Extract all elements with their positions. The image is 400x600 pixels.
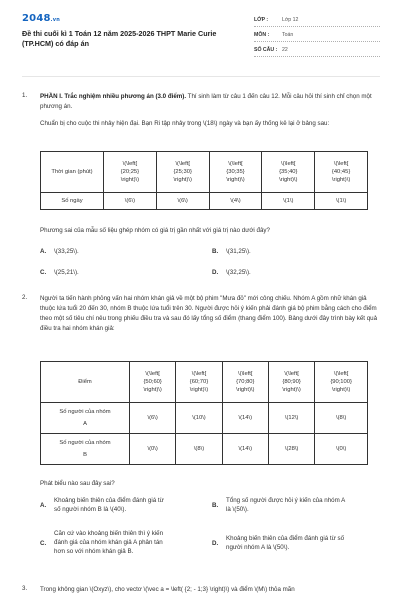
site-logo[interactable]: [22, 13, 60, 24]
question-3-prompt: Trong không gian \(Oxyz\), cho vectơ \(\vec a = \left( {2; - 1;3} \right)\) và điểm \(M\) thỏa mãn: [40, 586, 295, 593]
table-row: [41, 152, 368, 193]
table-cell: \(8\): [315, 403, 368, 434]
table-row: [41, 434, 368, 465]
table-row: [41, 362, 368, 403]
table-cell: \(12\): [268, 403, 314, 434]
meta-value: Toán: [282, 32, 294, 38]
meta-value: 22: [282, 47, 288, 53]
option-text: \(25,21\).: [54, 269, 79, 276]
option-a[interactable]: [40, 496, 210, 524]
logo-text: 2048: [22, 13, 51, 24]
table-row-label: Điểm: [41, 362, 130, 403]
option-c[interactable]: [40, 529, 210, 559]
option-text: Khoảng biến thiên của điểm đánh giá từ số người nhóm A là \(50\).: [226, 535, 345, 551]
option-label: A.: [40, 502, 47, 509]
q1-frequency-table: [40, 151, 368, 210]
exam-title: Đề thi cuối kì 1 Toán 12 năm 2025-2026 THPT Marie Curie (TP.HCM) có đáp án: [22, 29, 217, 48]
section-instruction: Thí sinh làm từ câu 1 đến câu 12. Mỗi câu hỏi thí sinh chỉ chọn một phương án.: [40, 93, 372, 110]
option-label: A.: [40, 248, 47, 255]
q2-score-table: [40, 361, 368, 465]
table-cell: \(\left[ {60;70} \right)\): [176, 362, 222, 403]
table-cell: \(1\): [315, 193, 368, 210]
option-label: C.: [40, 269, 47, 276]
table-row-label: Số người của nhóm A: [41, 403, 130, 434]
option-text: Tổng số người được hỏi ý kiến của nhóm A là \(50\).: [226, 497, 346, 513]
table-cell: \(1\): [262, 193, 315, 210]
question-number: 3.: [22, 585, 28, 592]
table-cell: \(0\): [130, 434, 176, 465]
table-cell: \(\left[ {35;40} \right)\): [262, 152, 315, 193]
meta-label: LỚP :: [254, 17, 269, 23]
table-row-label: Số ngày: [41, 193, 104, 210]
question-1-ask: Phương sai của mẫu số liệu ghép nhóm có giá trị gần nhất với giá trị nào dưới đây?: [40, 227, 270, 234]
question-1: [22, 92, 380, 292]
table-row-label: Thời gian (phút): [41, 152, 104, 193]
table-row-label: Số người của nhóm B: [41, 434, 130, 465]
section-heading: PHẦN I. Trắc nghiệm nhiều phương án (3.0 điểm).: [40, 93, 187, 100]
option-b[interactable]: [212, 496, 382, 524]
option-text: \(33,25\).: [54, 248, 79, 255]
question-2-prompt: Người ta tiến hành phỏng vấn hai nhóm khán giả về một bộ phim "Mưa đỏ" mới công chiếu. Nhóm A gồm nhữ khán giả thuộc lứa tuổi 20 đến 30, nhóm B thuộc lứa tuổi trên 30. Người được hỏi ý kiến phải đánh giá bộ phim bằng cách cho điểm theo một số tiêu chí nêu trong phiếu điều tra và sau đó lấy tổng số điểm (thang điểm 100). Bảng dưới đây trình bày kết quả điều tra hai nhóm khán giả:: [40, 295, 378, 332]
table-cell: \(6\): [104, 193, 157, 210]
option-d[interactable]: [212, 534, 382, 558]
option-label: C.: [40, 540, 47, 547]
table-cell: \(\left[ {30;35} \right)\): [209, 152, 262, 193]
table-cell: \(\left[ {50;60} \right)\): [130, 362, 176, 403]
option-label: D.: [212, 540, 219, 547]
question-2: [22, 294, 380, 578]
option-label: B.: [212, 502, 219, 509]
table-cell: \(8\): [176, 434, 222, 465]
meta-label: SỐ CÂU :: [254, 47, 278, 53]
exam-header: [0, 0, 400, 70]
table-row: [41, 193, 368, 210]
table-cell: \(\left[ {20;25} \right)\): [104, 152, 157, 193]
question-2-ask: Phát biểu nào sau đây sai?: [40, 480, 115, 487]
table-cell: \(14\): [222, 434, 268, 465]
table-cell: \(6\): [156, 193, 209, 210]
meta-value: Lớp 12: [282, 17, 299, 23]
option-text: \(31,25\).: [226, 248, 251, 255]
table-cell: \(\left[ {25;30} \right)\): [156, 152, 209, 193]
header-divider: [22, 76, 380, 77]
question-number: 1.: [22, 92, 28, 99]
table-cell: \(4\): [209, 193, 262, 210]
meta-label: MÔN :: [254, 32, 270, 38]
logo-suffix: .vn: [50, 17, 60, 23]
question-3: [22, 585, 380, 600]
table-cell: \(\left[ {90;100} \right)\): [315, 362, 368, 403]
table-cell: \(0\): [315, 434, 368, 465]
question-number: 2.: [22, 294, 28, 301]
option-label: D.: [212, 269, 219, 276]
table-cell: \(14\): [222, 403, 268, 434]
table-cell: \(28\): [268, 434, 314, 465]
question-1-prompt: Chuẩn bị cho cuộc thi nhảy hiện đại. Bạn Ri tập nhảy trong \(18\) ngày và bạn ấy thống kê lại ở bảng sau:: [40, 120, 330, 127]
option-text: Khoảng biến thiên của điểm đánh giá từ số người nhóm B là \(40\).: [54, 497, 164, 513]
table-cell: \(\left[ {70;80} \right)\): [222, 362, 268, 403]
table-cell: \(6\): [130, 403, 176, 434]
option-text: Căn cứ vào khoảng biến thiên thì ý kiến đánh giá của nhóm khán giả A phân tán hơn so với nhóm khán giả B.: [54, 530, 164, 555]
option-text: \(32,25\).: [226, 269, 251, 276]
table-cell: \(\left[ {40;45} \right)\): [315, 152, 368, 193]
table-row: [41, 403, 368, 434]
table-cell: \(\left[ {80;90} \right)\): [268, 362, 314, 403]
option-label: B.: [212, 248, 219, 255]
question-1-heading: [40, 92, 378, 112]
table-cell: \(10\): [176, 403, 222, 434]
